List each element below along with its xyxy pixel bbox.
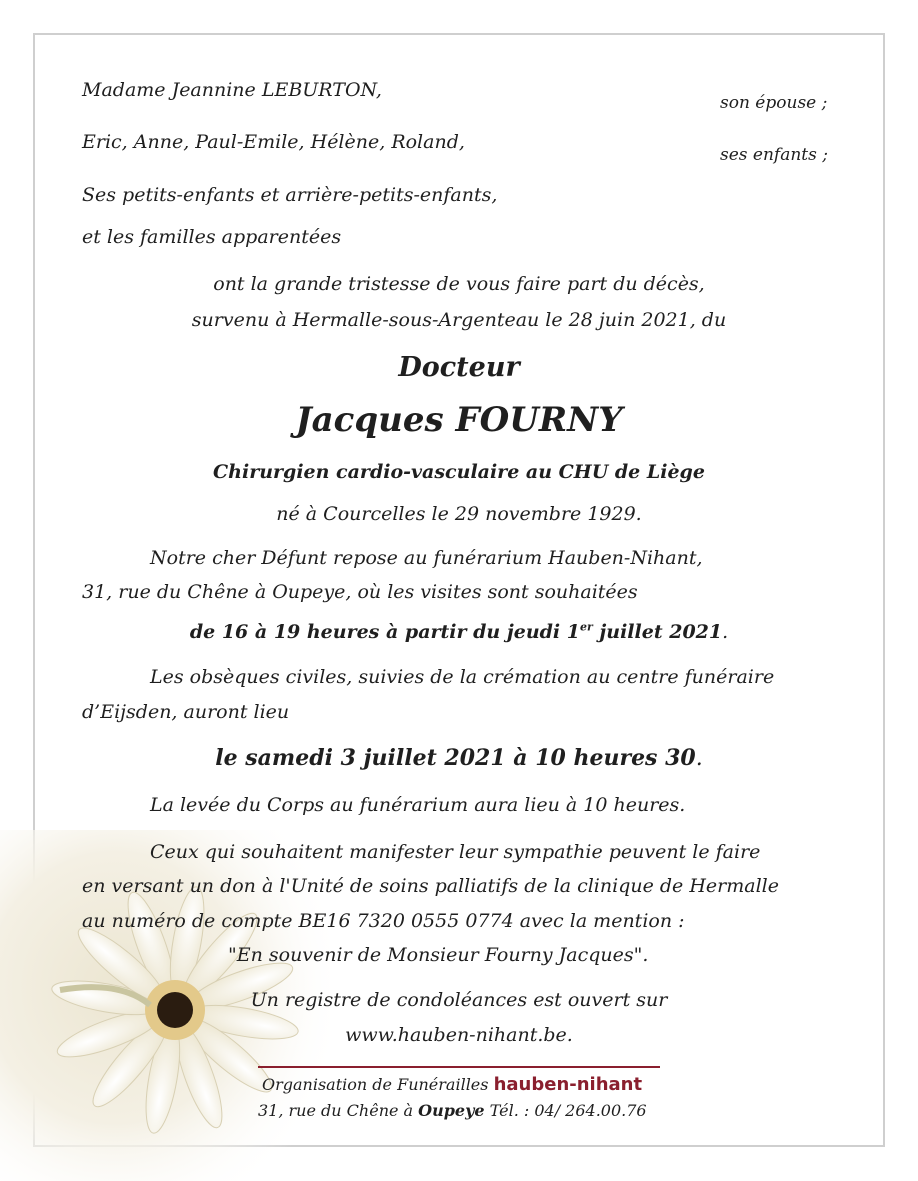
deceased-title: Docteur: [398, 352, 520, 383]
families-line: et les familles apparentées: [82, 226, 342, 248]
spouse-name: Madame Jeannine LEBURTON,: [82, 79, 382, 101]
funeral-date-text: le samedi 3 juillet 2021 à 10 heures 30: [215, 745, 696, 771]
levee-line: La levée du Corps au funérarium aura lieu à 10 heures.: [150, 794, 686, 816]
footer-address: [258, 1100, 647, 1122]
children-role: ses enfants ;: [720, 145, 828, 165]
visits-hours: [0, 620, 918, 644]
footer-org-label: Organisation de Funérailles: [262, 1075, 494, 1094]
visits-hours-month: juillet 2021: [592, 621, 723, 643]
visits-line-2: 31, rue du Chêne à Oupeye, où les visites sont souhaitées: [82, 581, 638, 603]
announcement-line-1: ont la grande tristesse de vous faire part du décès,: [213, 273, 705, 295]
footer-org: [262, 1074, 642, 1096]
donation-line-2: en versant un don à l'Unité de soins palliatifs de la clinique de Hermalle: [82, 875, 779, 897]
announcement-line-2: survenu à Hermalle-sous-Argenteau le 28 juin 2021, du: [191, 309, 727, 331]
footer-phone: Tél. : 04/ 264.00.76: [484, 1101, 647, 1120]
visits-hours-main: de 16 à 19 heures à partir du jeudi 1: [189, 621, 580, 643]
register-url[interactable]: www.hauben-nihant.be.: [345, 1024, 573, 1046]
footer-address-street: 31, rue du Chêne à: [258, 1101, 419, 1120]
visits-hours-sup: er: [579, 620, 593, 634]
deceased-name: Jacques FOURNY: [295, 400, 623, 440]
deceased-birth: né à Courcelles le 29 novembre 1929.: [276, 503, 642, 525]
funeral-date-period: .: [695, 746, 703, 771]
children-names: Eric, Anne, Paul-Emile, Hélène, Roland,: [82, 131, 465, 153]
donation-line-3: au numéro de compte BE16 7320 0555 0774 avec la mention :: [82, 910, 685, 932]
spouse-role: son épouse ;: [720, 93, 828, 113]
funeral-line-2: d’Eijsden, auront lieu: [82, 701, 290, 723]
footer-address-city: Oupeye: [418, 1101, 485, 1120]
funeral-line-1: Les obsèques civiles, suivies de la crémation au centre funéraire: [150, 666, 775, 688]
register-line: Un registre de condoléances est ouvert sur: [250, 989, 668, 1011]
donation-line-4: "En souvenir de Monsieur Fourny Jacques".: [228, 944, 649, 966]
deceased-profession: Chirurgien cardio-vasculaire au CHU de Liège: [213, 461, 705, 483]
brand-logo-text: hauben-nihant: [493, 1074, 643, 1095]
donation-line-1: Ceux qui souhaitent manifester leur sympathie peuvent le faire: [150, 841, 761, 863]
funeral-date: [0, 744, 918, 773]
visits-hours-period: .: [722, 621, 729, 643]
grandchildren-line: Ses petits-enfants et arrière-petits-enfants,: [82, 184, 498, 206]
visits-line-1: Notre cher Défunt repose au funérarium Hauben-Nihant,: [150, 547, 703, 569]
footer-divider: [258, 1066, 660, 1068]
